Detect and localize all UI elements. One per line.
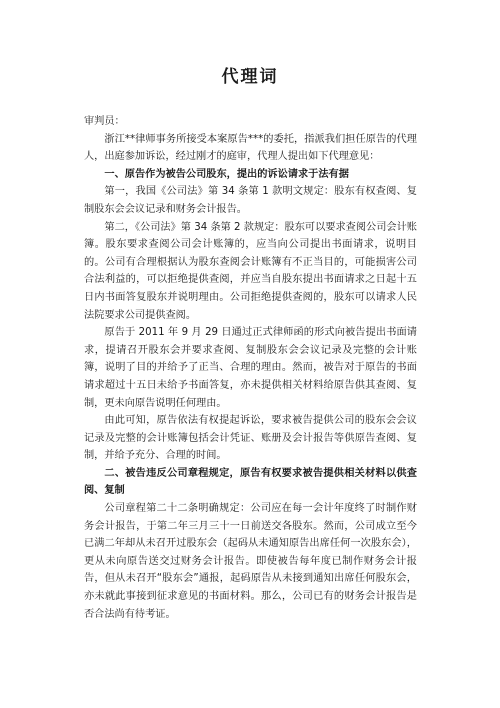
section-heading-2: 二、被告违反公司章程规定，原告有权要求被告提供相关材料以供查阅、复制 [84,467,417,497]
paragraph-article-34-2: 第二，《公司法》第 34 条第 2 款规定：股东可以要求查阅公司会计账簿。股东要求查阅公司会计账簿的，应当向公司提出书面请求，说明目的。公司有合理根据认为股东查阅会计账簿有不正当目的，可能损害公司合法利益的，可以拒绝提供查阅，并应当自股东提出书面请求之日起十五日内书面答复股东并说明理由。公司拒绝提供查阅的，股东可以请求人民法院要求公司提供查阅。 [84,221,417,321]
salutation: 审判员： [84,116,125,127]
section-heading-1: 一、原告作为被告公司股东，提出的诉讼请求于法有据 [104,168,349,180]
paragraph-conclusion-1: 由此可知，原告依法有权提起诉讼，要求被告提供公司的股东会会议记录及完整的会计账簿包括会计凭证、账册及会计报告等供原告查阅、复制，并给予充分、合理的时间。 [84,415,417,462]
paragraph-intro: 浙江**律师事务所接受本案原告***的委托，指派我们担任原告的代理人，出庭参加诉讼，经过刚才的庭审，代理人提出如下代理意见： [84,133,417,163]
paragraph-written-request: 原告于 2011 年 9 月 29 日通过正式律师函的形式向被告提出书面请求，提请召开股东会并要求查阅、复制股东会会议记录及完整的会计账簿，说明了目的并给予了正当、合理的理由。然而，被告对于原告的书面请求超过十五日未给予书面答复，亦未提供相关材料给原告供其查阅、复制，更未向原告说明任何理由。 [84,327,417,409]
paragraph-articles-of-association: 公司章程第二十二条明确规定：公司应在每一会计年度终了时制作财务会计报告，于第二年三月三十一日前送交各股东。然而，公司成立至今已满二年却从未召开过股东会（起码从未通知原告出席任何一次股东会），更从未向原告送交过财务会计报告。即使被告每年度已制作财务会计报告，但从未召开“股东会”通报，起码原告从未接到通知出席任何股东会，亦未就此事接到征求意见的书面材料。那么，公司已有的财务会计报告是否合法尚有待考证。 [84,503,417,620]
document-body [84,113,417,623]
paragraph-article-34-1: 第一，我国《公司法》第 34 条第 1 款明文规定：股东有权查阅、复制股东会会议记录和财务会计报告。 [84,186,417,215]
page-title: 代理词 [221,67,279,87]
